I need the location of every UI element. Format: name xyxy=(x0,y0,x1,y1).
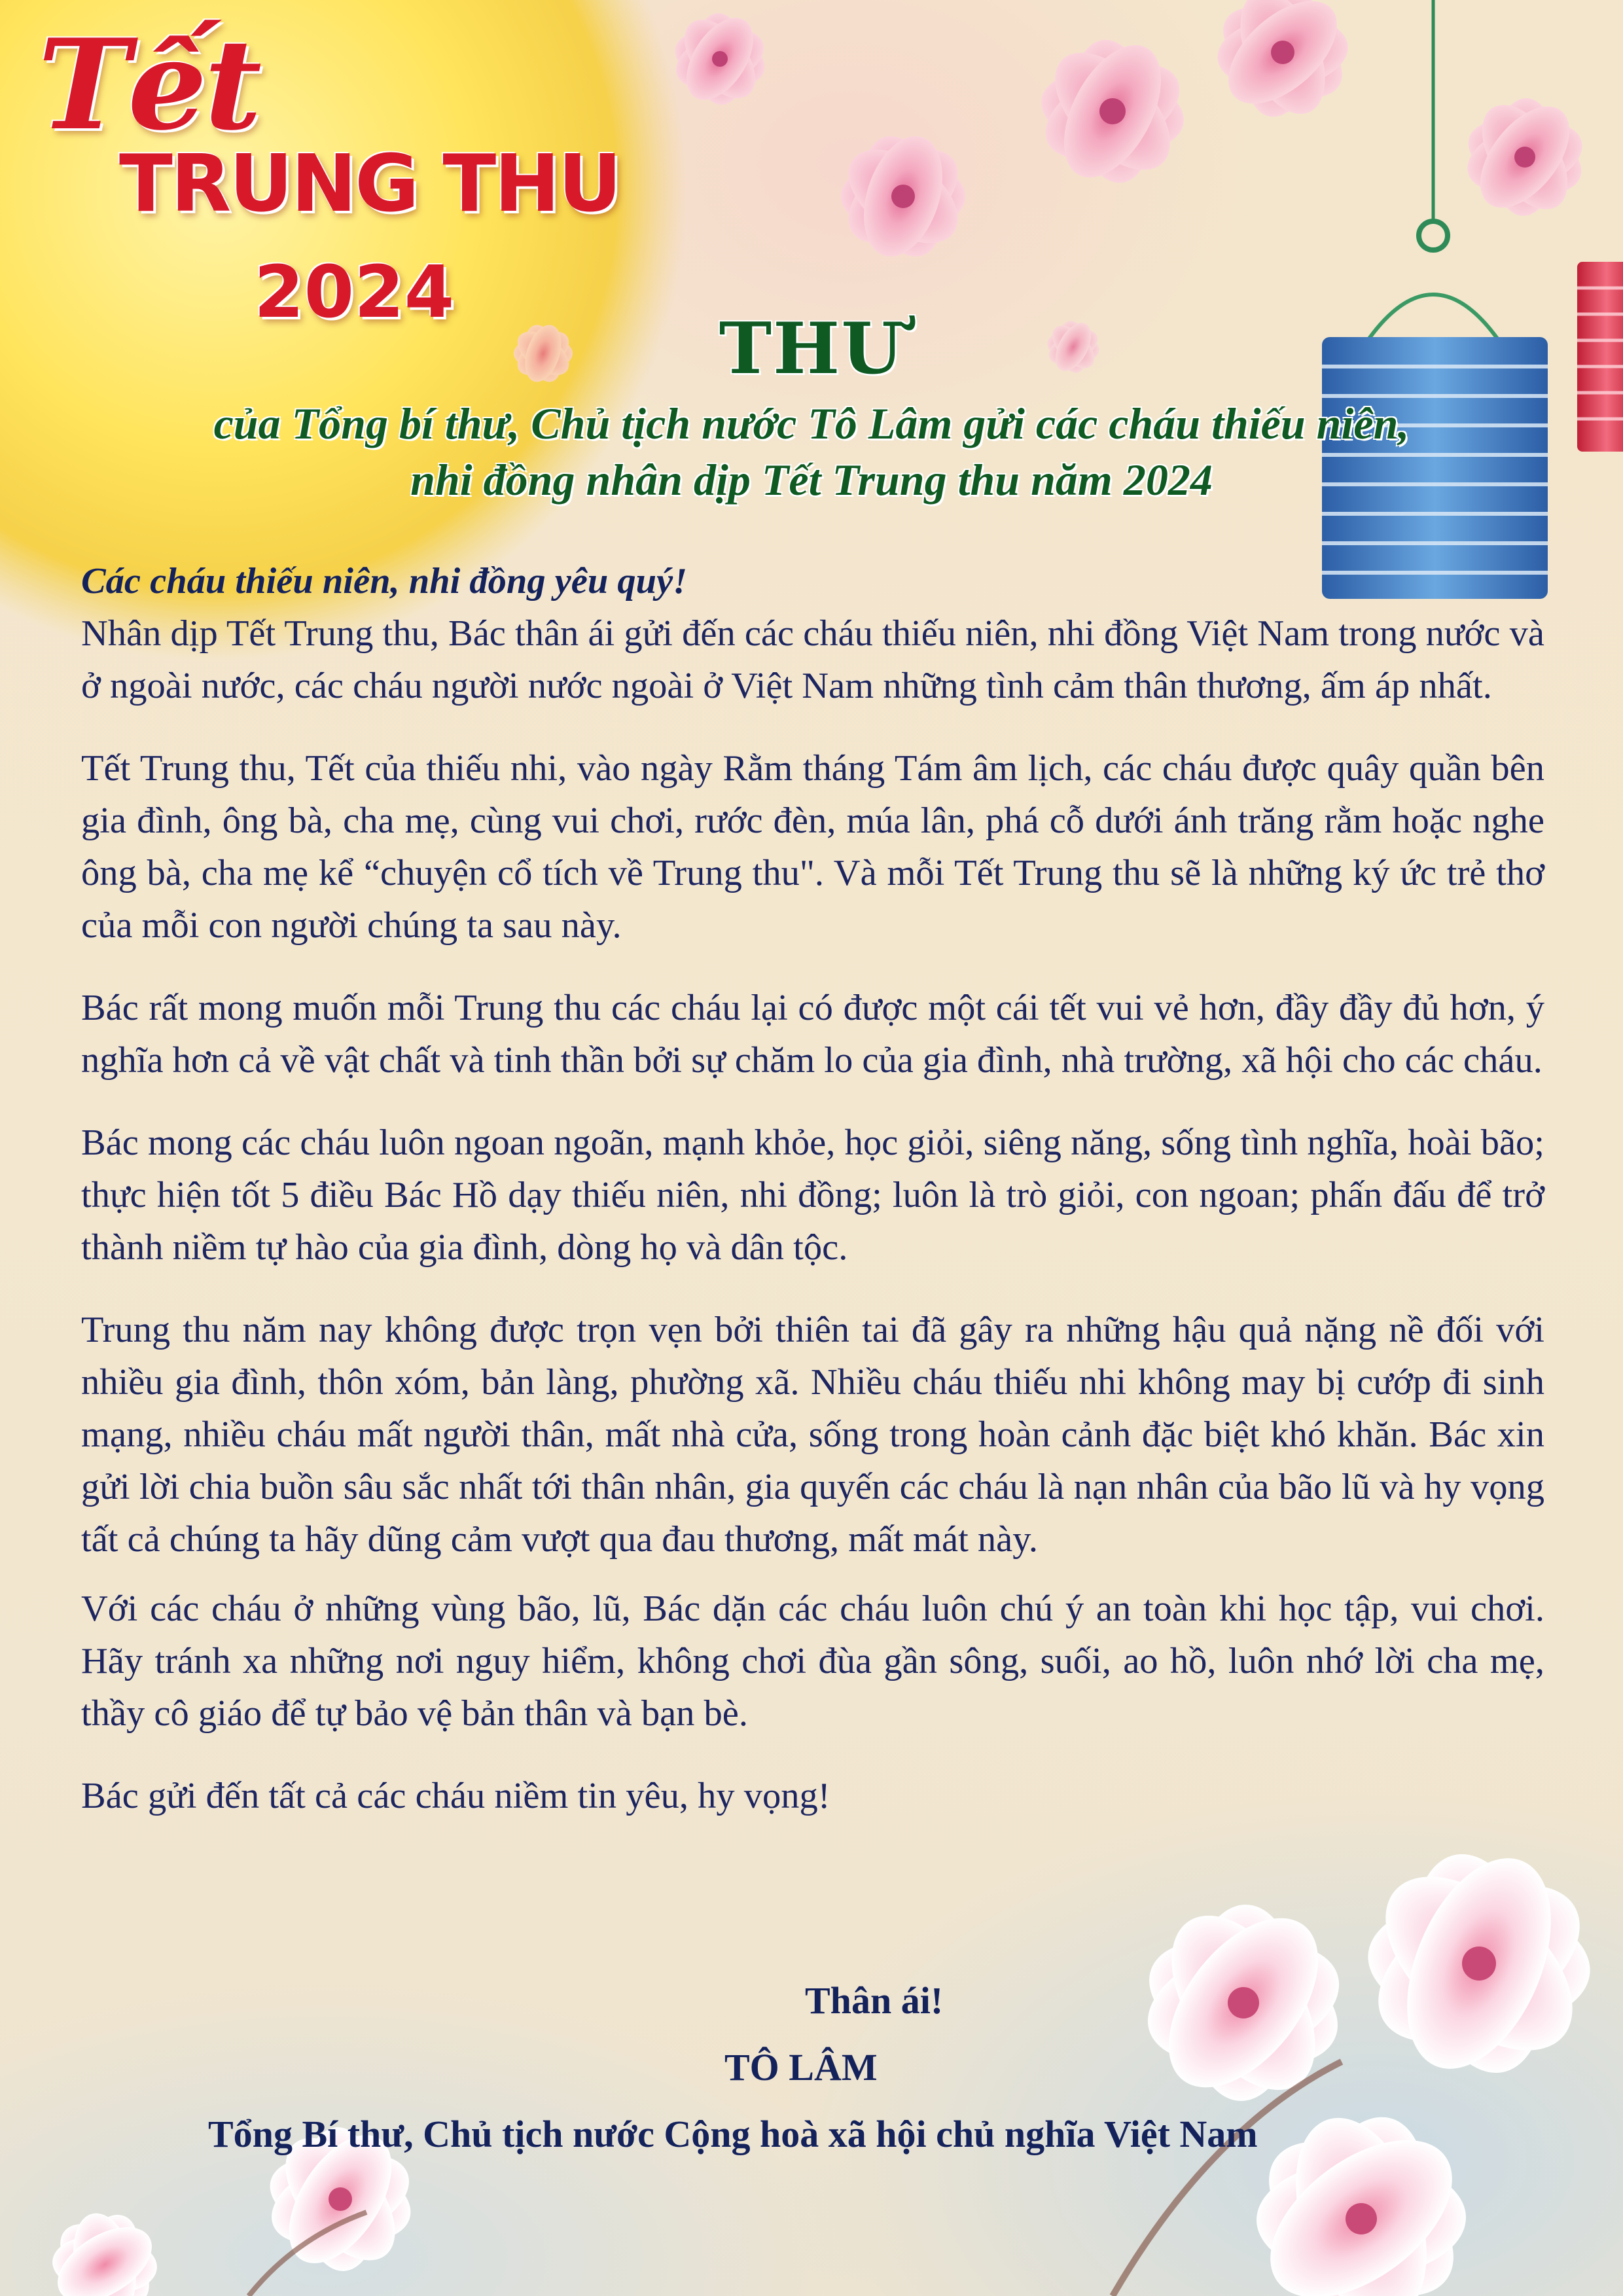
signer-title: Tổng Bí thư, Chủ tịch nước Cộng hoà xã hội chủ nghĩa Việt Nam xyxy=(208,2113,1258,2155)
paragraph-3: Bác rất mong muốn mỗi Trung thu các cháu lại có được một cái tết vui vẻ hơn, đầy đầy đủ hơn, ý nghĩa hơn cả về vật chất và tinh thần bởi sự chăm lo của gia đình, nhà trường, xã hội cho các cháu. xyxy=(81,988,1544,1081)
trung-thu-title: TRUNG THU xyxy=(119,139,620,230)
signer-name: TÔ LÂM xyxy=(724,2046,878,2089)
letter-body xyxy=(81,555,1544,1852)
paragraph-2: Tết Trung thu, Tết của thiếu nhi, vào ngày Rằm tháng Tám âm lịch, các cháu được quây quần bên gia đình, ông bà, cha mẹ, cùng vui chơi, rước đèn, múa lân, phá cỗ dưới ánh trăng rằm hoặc nghe ông bà, cha mẹ kể “chuyện cổ tích về Trung thu". Và mỗi Tết Trung thu sẽ là những ký ức trẻ thơ của mỗi con người chúng ta sau này. xyxy=(81,748,1544,946)
paragraph-6: Với các cháu ở những vùng bão, lũ, Bác dặn các cháu luôn chú ý an toàn khi học tập, vui chơi. Hãy tránh xa những nơi nguy hiểm, không chơi đùa gần sông, suối, ao hồ, luôn nhớ lời cha mẹ, thầy cô giáo để tự bảo vệ bản thân và bạn bè. xyxy=(81,1588,1544,1734)
paragraph-5: Trung thu năm nay không được trọn vẹn bởi thiên tai đã gây ra những hậu quả nặng nề đối với nhiều gia đình, thôn xóm, bản làng, phường xã. Nhiều cháu thiếu nhi không may bị cướp đi sinh mạng, nhiều cháu mất người thân, mất nhà cửa, sống trong hoàn cảnh đặc biệt khó khăn. Bác xin gửi lời chia buồn sâu sắc nhất tới thân nhân, gia quyến các cháu là nạn nhân của bão lũ và hy vọng tất cả chúng ta hãy dũng cảm vượt qua đau thương, mất mát này. xyxy=(81,1310,1544,1560)
paragraph-7: Bác gửi đến tất cả các cháu niềm tin yêu, hy vọng! xyxy=(81,1776,830,1816)
letter-subtitle xyxy=(0,395,1623,508)
paragraph-4: Bác mong các cháu luôn ngoan ngoãn, mạnh khỏe, học giỏi, siêng năng, sống tình nghĩa, hoài bão; thực hiện tốt 5 điều Bác Hồ dạy thiếu niên, nhi đồng; luôn là trò giỏi, con ngoan; phấn đấu để trở thành niềm tự hào của gia đình, dòng họ và dân tộc. xyxy=(81,1122,1544,1268)
closing: Thân ái! xyxy=(805,1979,944,2022)
subtitle-line-1: của Tổng bí thư, Chủ tịch nước Tô Lâm gửi các cháu thiếu niên, xyxy=(213,399,1410,448)
letter-title: THƯ xyxy=(719,308,904,390)
paragraph-1: Nhân dịp Tết Trung thu, Bác thân ái gửi đến các cháu thiếu niên, nhi đồng Việt Nam trong nước và ở ngoài nước, các cháu người nước ngoài ở Việt Nam những tình cảm thân thương, ấm áp nhất. xyxy=(81,613,1544,706)
tet-title: Tết xyxy=(38,12,260,158)
subtitle-line-2: nhi đồng nhân dịp Tết Trung thu năm 2024 xyxy=(410,455,1213,505)
year-title: 2024 xyxy=(254,250,455,334)
greeting: Các cháu thiếu niên, nhi đồng yêu quý! xyxy=(81,561,688,601)
